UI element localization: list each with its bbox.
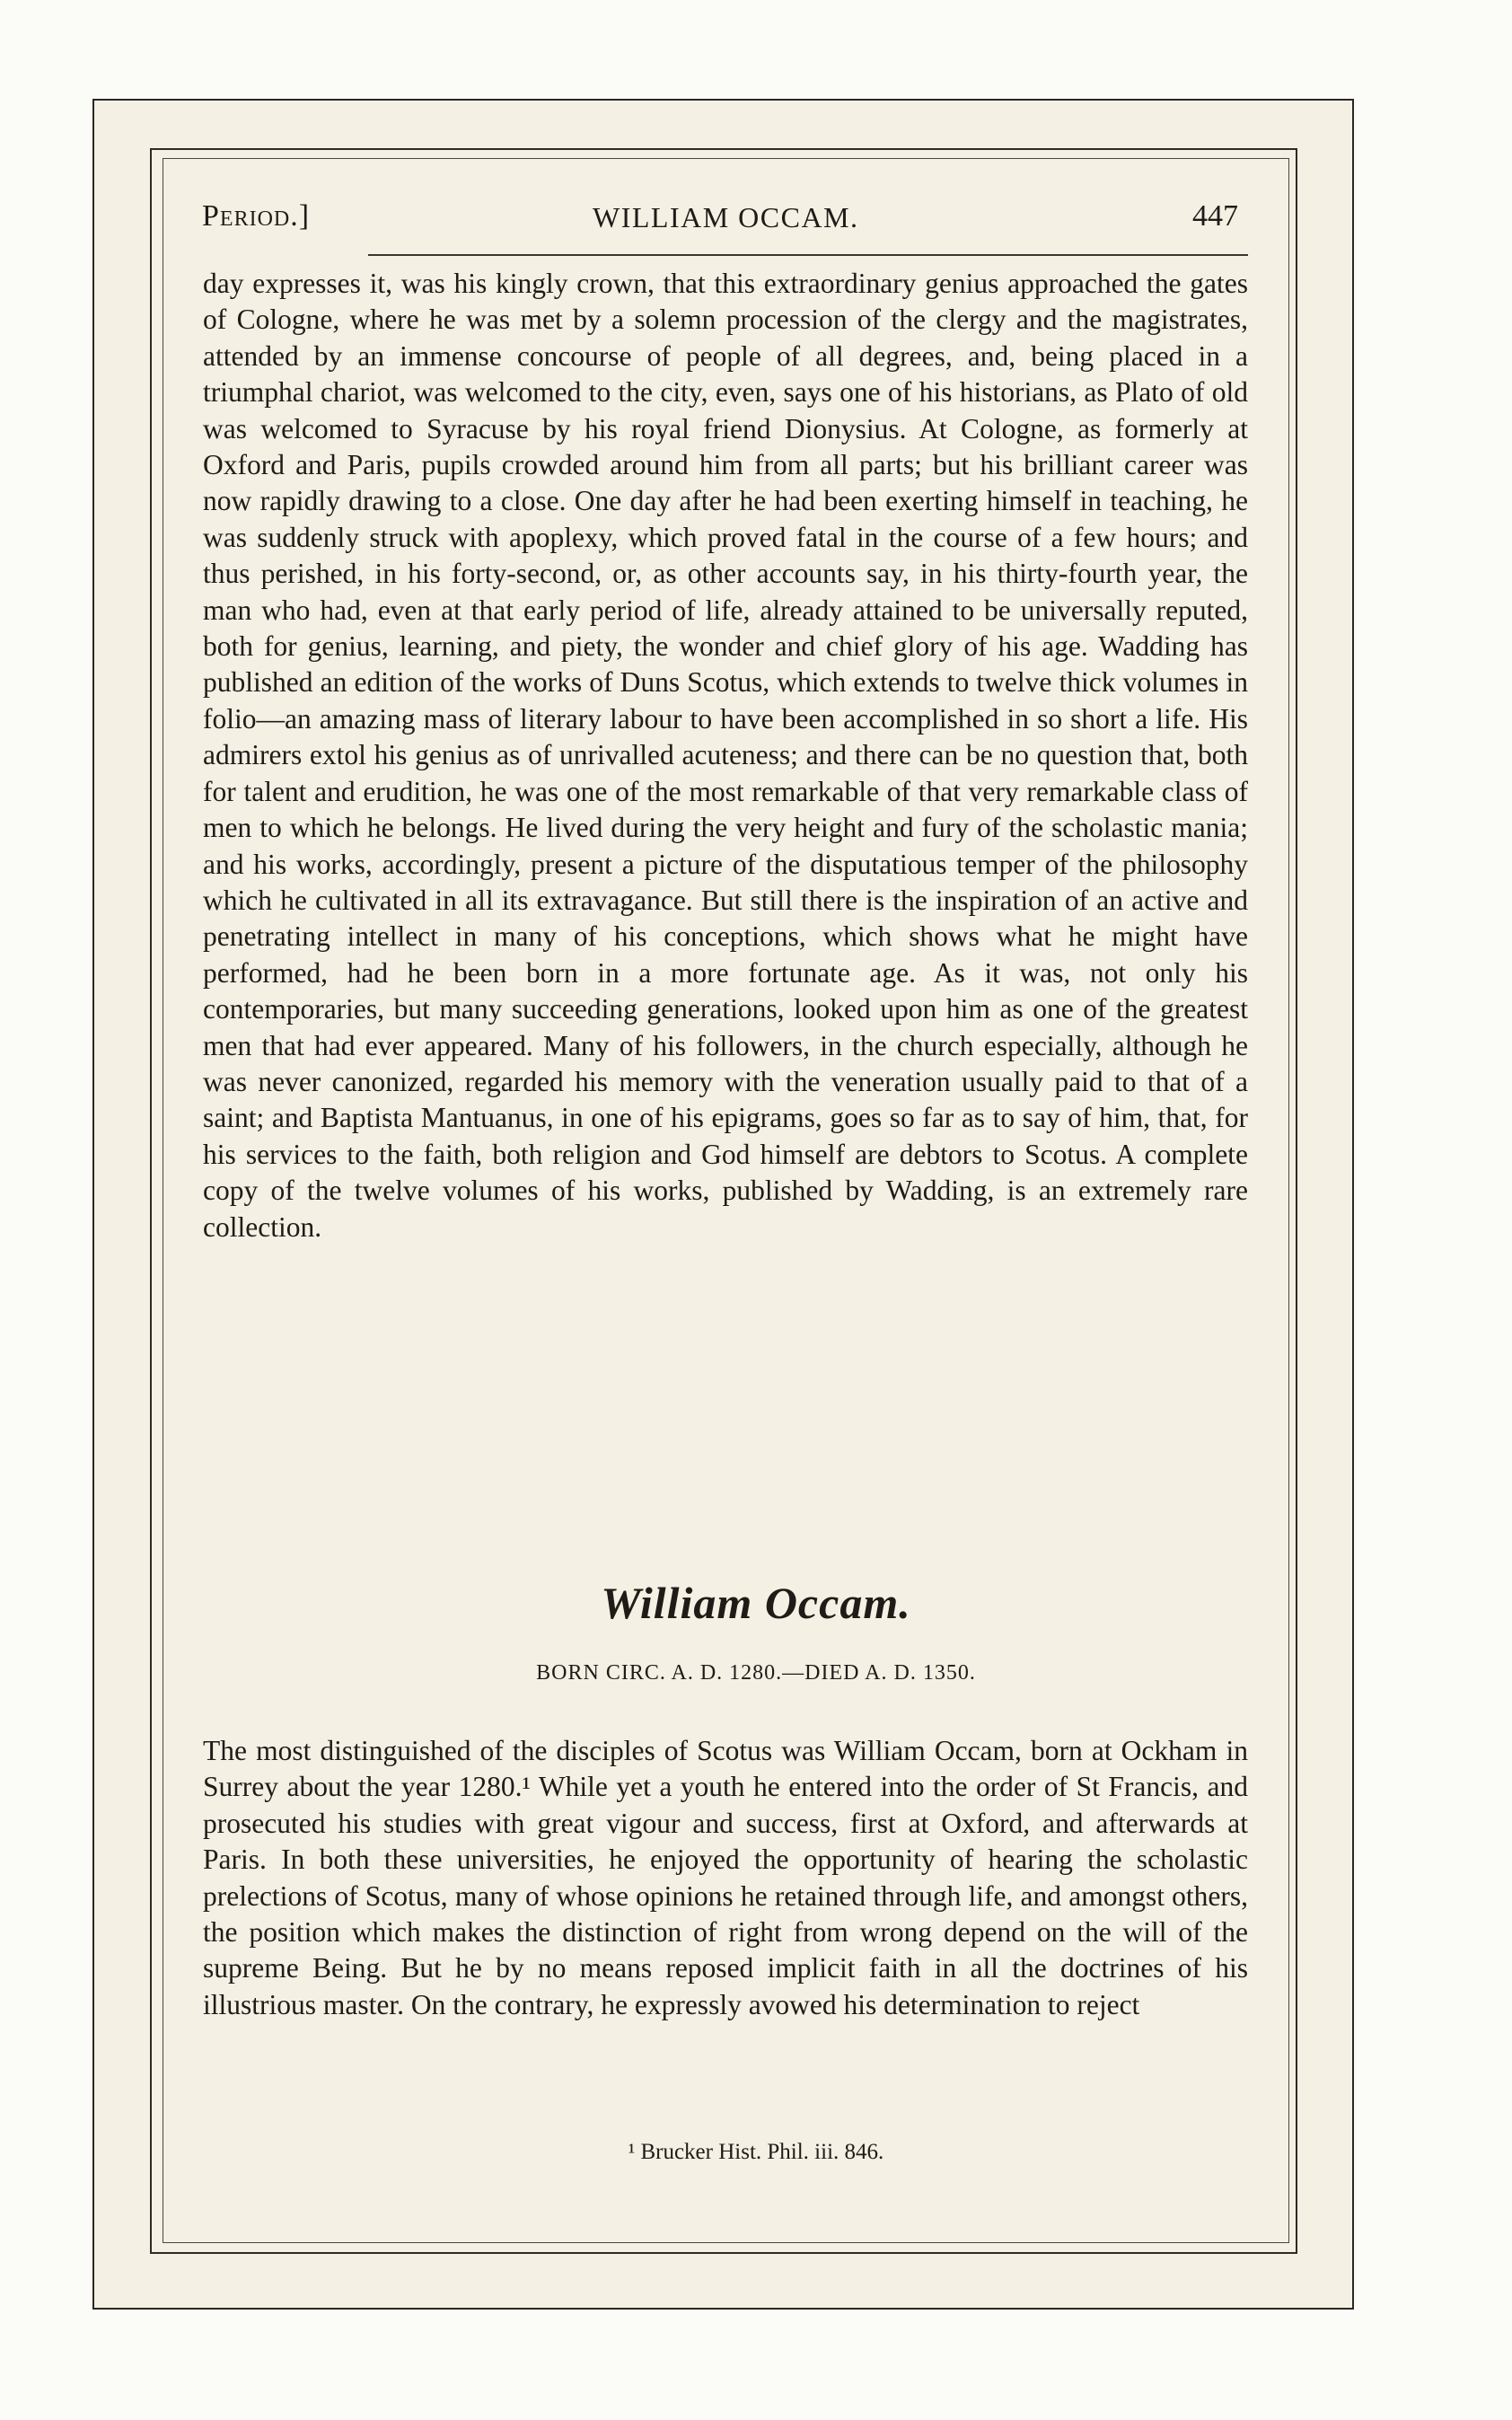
section-dates: BORN CIRC. A. D. 1280.—DIED A. D. 1350. (536, 1661, 976, 1685)
body-paragraph: day expresses it, was his kingly crown, that this extraordinary genius approached the gates of Cologne, where he was met by a solemn procession of the clergy and the magistrates, attended by an immense concourse of people of all degrees, and, being placed in a triumphal chariot, was welcomed to the city, even, says one of his historians, as Plato of old was welcomed to Syracuse by his royal friend Dionysius. At Cologne, as formerly at Oxford and Paris, pupils crowded around him from all parts; but his brilliant career was now rapidly drawing to a close. One day after he had been exerting himself in teaching, he was suddenly struck with apoplexy, which proved fatal in the course of a few hours; and thus perished, in his forty-second, or, as other accounts say, in his thirty-fourth year, the man who had, even at that early period of life, already attained to be universally reputed, both for genius, learning, and piety, the wonder and chief glory of his age. Wadding has published an edition of the works of Duns Scotus, which extends to twelve thick volumes in folio—an amazing mass of literary labour to have been accomplished in so short a life. His admirers extol his genius as of unrivalled acuteness; and there can be no question that, both for talent and erudition, he was one of the most remarkable of that very remarkable class of men to which he belongs. He lived during the very height and fury of the scholastic mania; and his works, accordingly, present a picture of the disputatious temper of the philosophy which he cultivated in all its extravagance. But still there is the inspiration of an active and penetrating intellect in many of his conceptions, which shows what he might have performed, had he been born in a more fortunate age. As it was, not only his contemporaries, but many succeeding generations, looked upon him as one of the greatest men that had ever appeared. Many of his followers, in the church especially, although he was never canonized, regarded his memory with the veneration usually paid to that of a saint; and Baptista Mantuanus, in one of his epigrams, goes so far as to say of him, that, for his services to the faith, both religion and God himself are debtors to Scotus. A complete copy of the twelve volumes of his works, published by Wadding, is an extremely rare collection. (203, 268, 1248, 1243)
section-title: William Occam. (601, 1578, 911, 1628)
section-paragraph: The most distinguished of the disciples of Scotus was William Occam, born at Ockham in Surrey about the year 1280.¹ While yet a youth he entered into the order of St Francis, and prosecuted his studies with great vigour and success, first at Oxford, and afterwards at Paris. In both these universities, he enjoyed the opportunity of hearing the scholastic prelections of Scotus, many of whose opinions he retained through life, and amongst others, the position which makes the distinction of right from wrong depend on the will of the supreme Being. But he by no means reposed implicit faith in all the doctrines of his illustrious master. On the contrary, he expressly avowed his determination to reject (203, 1735, 1248, 2020)
header-rule (368, 254, 1248, 256)
running-header-title: WILLIAM OCCAM. (593, 201, 859, 233)
footnote: ¹ Brucker Hist. Phil. iii. 846. (628, 2140, 884, 2164)
running-header-section: Period.] (202, 199, 311, 233)
page-number: 447 (1192, 199, 1238, 233)
